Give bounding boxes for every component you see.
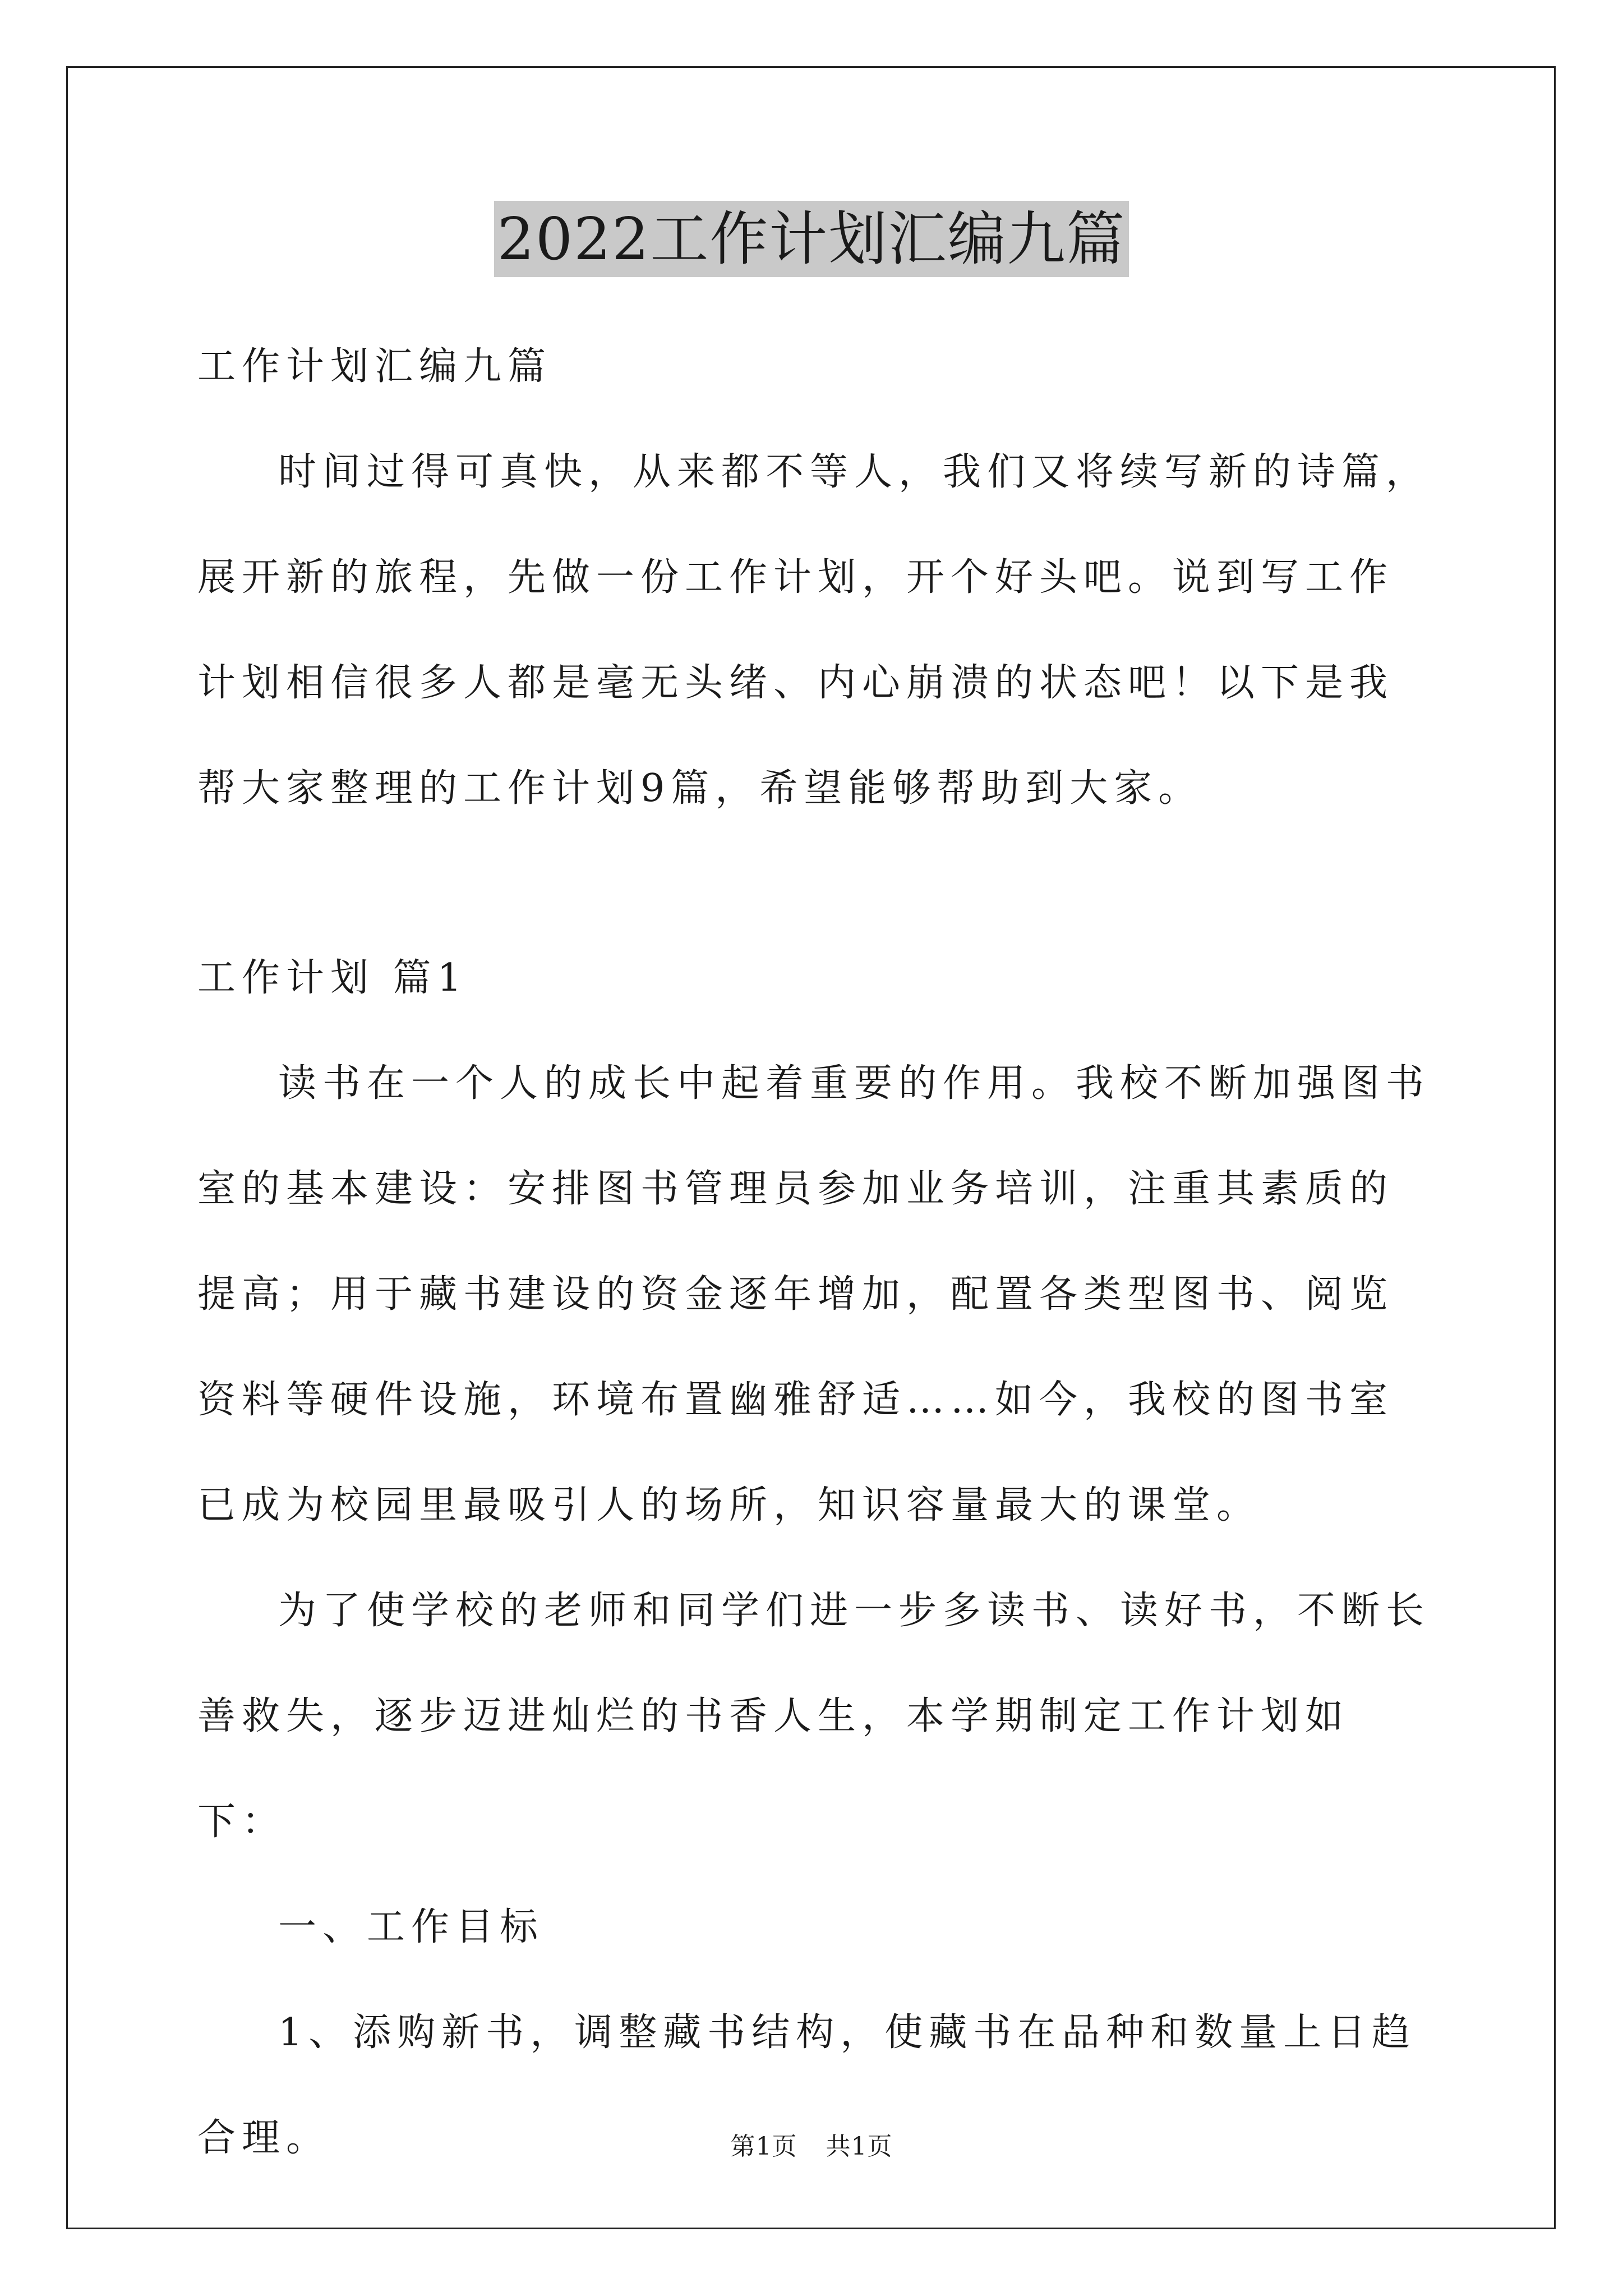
- subsection-heading: 一、工作目标: [278, 1905, 545, 1949]
- page-footer: [0, 2126, 1623, 2162]
- body-paragraph: 读书在一个人的成长中起着重要的作用。我校不断加强图书室的基本建设：安排图书管理员参加业务培训，注重其素质的提高；用于藏书建设的资金逐年增加，配置各类型图书、阅览资料等硬件设施，环境布置幽雅舒适……如今，我校的图书室已成为校园里最吸引人的场所，知识容量最大的课堂。: [197, 1061, 1431, 1527]
- document-subtitle: 工作计划汇编九篇: [197, 344, 552, 389]
- document-body: [197, 314, 1431, 2191]
- intro-paragraph: 时间过得可真快，从来都不等人，我们又将续写新的诗篇，展开新的旅程，先做一份工作计划，开个好头吧。说到写工作计划相信很多人都是毫无头绪、内心崩溃的状态吧！以下是我帮大家整理的工作计划9篇，希望能够帮助到大家。: [197, 450, 1431, 811]
- page-total: 共1页: [826, 2132, 893, 2161]
- list-item: 1、添购新书，调整藏书结构，使藏书在品种和数量上日趋合理。: [197, 2010, 1417, 2160]
- section-spacer: [197, 841, 1431, 926]
- section-heading: 工作计划 篇1: [197, 956, 468, 1000]
- title-container: [0, 201, 1623, 277]
- page-number: 第1页: [730, 2132, 797, 2161]
- document-title: 2022工作计划汇编九篇: [494, 201, 1129, 277]
- body-paragraph: 为了使学校的老师和同学们进一步多读书、读好书，不断长善救失，逐步迈进灿烂的书香人生，本学期制定工作计划如下：: [197, 1589, 1431, 1844]
